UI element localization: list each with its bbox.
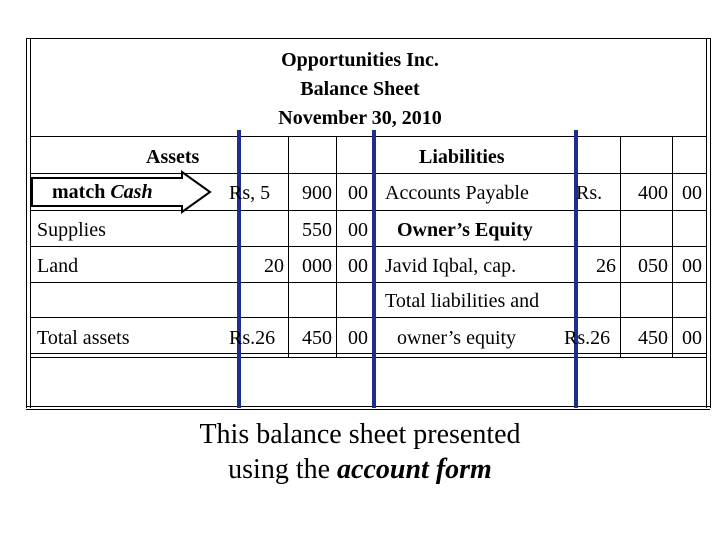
money-rule-mid <box>372 130 376 408</box>
accounts-payable-cents: 00 <box>682 182 702 204</box>
total-liabilities-mid: 450 <box>638 327 668 349</box>
accounts-payable-label: Accounts Payable <box>385 182 529 204</box>
total-liabilities-left: Rs.26 <box>564 327 611 349</box>
total-liabilities-cents: 00 <box>682 327 702 349</box>
capital-amount-mid: 050 <box>638 255 668 277</box>
supplies-label: Supplies <box>37 219 106 241</box>
land-amount-left: 20 <box>264 255 284 277</box>
capital-amount-cents: 00 <box>682 255 702 277</box>
land-amount-cents: 00 <box>348 255 368 277</box>
total-assets-mid: 450 <box>302 327 332 349</box>
company-name: Opportunities Inc. <box>281 49 439 71</box>
capital-label: Javid Iqbal, cap. <box>385 255 517 277</box>
caption-line2: using the account form <box>228 454 492 485</box>
assets-heading: Assets <box>146 146 200 168</box>
land-amount-mid: 000 <box>302 255 332 277</box>
accounts-payable-mid: 400 <box>638 182 668 204</box>
statement-title: Balance Sheet <box>300 78 420 100</box>
total-liabilities-label-line1: Total liabilities and <box>385 290 540 312</box>
match-callout-label: match Cash <box>52 181 153 203</box>
capital-amount-left: 26 <box>596 255 616 277</box>
liabilities-heading: Liabilities <box>419 146 505 168</box>
total-liabilities-label-line2: owner’s equity <box>397 327 517 349</box>
supplies-amount-cents: 00 <box>348 219 368 241</box>
land-label: Land <box>37 255 79 277</box>
accounts-payable-prefix: Rs. <box>576 182 603 204</box>
owners-equity-heading: Owner’s Equity <box>397 219 533 241</box>
total-assets-left: Rs.26 <box>229 327 276 349</box>
total-assets-label: Total assets <box>37 327 130 349</box>
supplies-amount-mid: 550 <box>302 219 332 241</box>
cash-amount-mid: 900 <box>302 182 332 204</box>
statement-date: November 30, 2010 <box>278 107 442 129</box>
caption-line1: This balance sheet presented <box>199 419 521 450</box>
total-assets-cents: 00 <box>348 327 368 349</box>
cash-amount-left: Rs, 5 <box>229 182 271 204</box>
cash-amount-cents: 00 <box>348 182 368 204</box>
